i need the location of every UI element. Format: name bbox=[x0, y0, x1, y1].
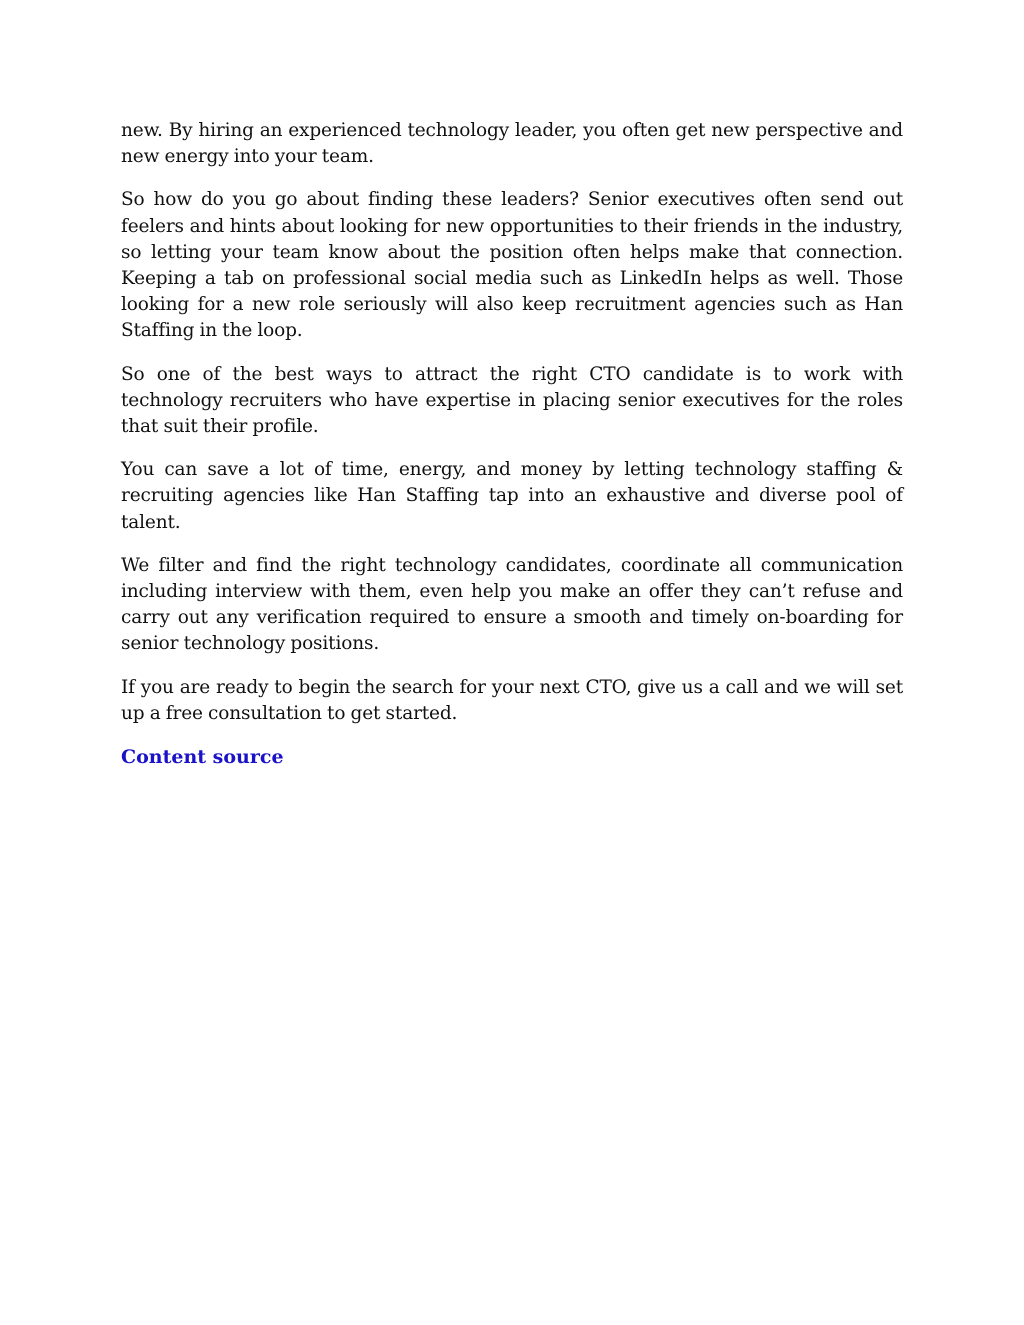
paragraph-intro: new. By hiring an experienced technology leader, you often get new perspective and new energy into your team. bbox=[121, 120, 903, 168]
paragraph-finding-leaders: So how do you go about finding these leaders? Senior executives often send out feelers and hints about looking for new opportunities to their friends in the industry, so letting your team know about the position often helps make that connection. Keeping a tab on professional social media such as LinkedIn helps as well. Those looking for a new role seriously will also keep recruitment agencies such as Han Staffing in the loop. bbox=[121, 189, 903, 342]
paragraph-we-filter: We filter and find the right technology candidates, coordinate all communication including interview with them, even help you make an offer they can’t refuse and carry out any verification required to ensure a smooth and timely on-boarding for senior technology positions. bbox=[121, 554, 903, 655]
paragraph-call-to-action: If you are ready to begin the search for your next CTO, give us a call and we will set up a free consultation to get started. bbox=[121, 676, 903, 724]
content-source-link[interactable]: Content source bbox=[121, 746, 284, 769]
paragraph-save-time: You can save a lot of time, energy, and money by letting technology staffing & recruiting agencies like Han Staffing tap into an exhaustive and diverse pool of talent. bbox=[121, 459, 903, 533]
document-body bbox=[121, 118, 903, 771]
paragraph-best-ways: So one of the best ways to attract the right CTO candidate is to work with technology recruiters who have expertise in placing senior executives for the roles that suit their profile. bbox=[121, 363, 903, 438]
